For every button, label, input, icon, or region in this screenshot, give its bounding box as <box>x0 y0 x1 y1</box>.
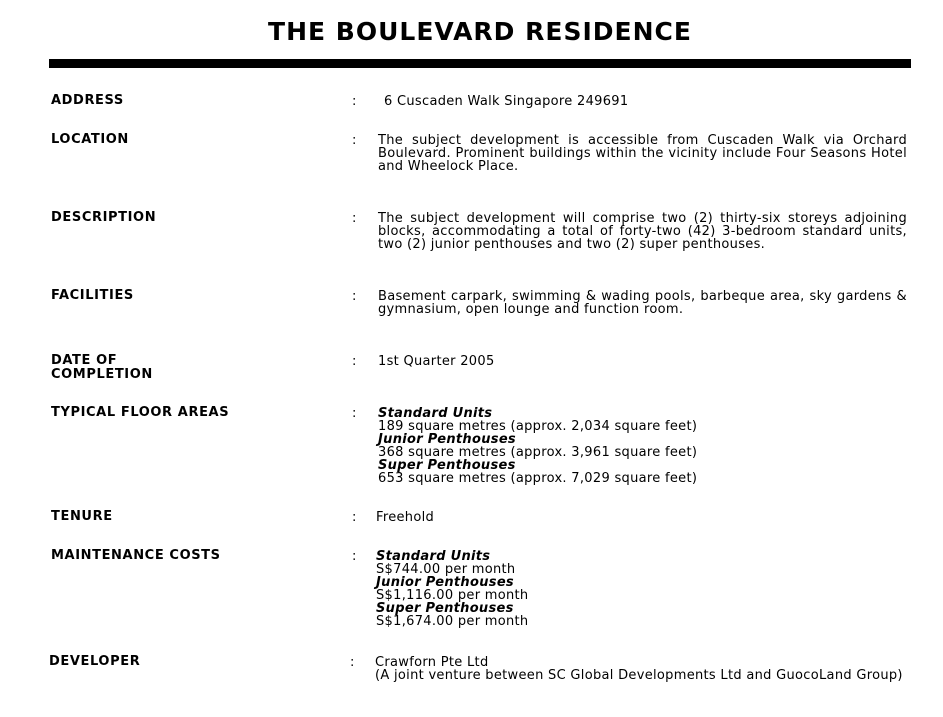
developer-label: DEVELOPER <box>49 654 141 669</box>
facilities-colon: : <box>352 289 357 304</box>
developer-colon: : <box>350 655 355 670</box>
maintenance-junior-value: S$1,116.00 per month <box>376 588 529 603</box>
facilities-label: FACILITIES <box>51 288 134 303</box>
tenure-label: TENURE <box>51 509 113 524</box>
developer-name: Crawforn Pte Ltd <box>375 655 489 670</box>
description-colon: : <box>352 211 357 226</box>
floor-areas-colon: : <box>352 406 357 421</box>
maintenance-junior-heading: Junior Penthouses <box>376 575 514 590</box>
address-value: 6 Cuscaden Walk Singapore 249691 <box>384 94 629 109</box>
maintenance-label: MAINTENANCE COSTS <box>51 548 221 563</box>
floor-areas-value <box>378 407 907 485</box>
location-label: LOCATION <box>51 132 129 147</box>
floor-areas-standard-heading: Standard Units <box>378 406 493 421</box>
floor-areas-standard-value: 189 square metres (approx. 2,034 square feet) <box>378 419 698 434</box>
maintenance-colon: : <box>352 549 357 564</box>
address-colon: : <box>352 94 357 109</box>
floor-areas-junior-heading: Junior Penthouses <box>378 432 516 447</box>
completion-label-line2: COMPLETION <box>51 367 153 382</box>
floor-areas-label: TYPICAL FLOOR AREAS <box>51 405 230 420</box>
floor-areas-super-heading: Super Penthouses <box>378 458 516 473</box>
tenure-colon: : <box>352 510 357 525</box>
maintenance-value <box>376 550 905 628</box>
location-colon: : <box>352 133 357 148</box>
completion-label <box>51 354 153 382</box>
description-label: DESCRIPTION <box>51 210 157 225</box>
address-label: ADDRESS <box>51 93 124 108</box>
developer-note: (A joint venture between SC Global Developments Ltd and GuocoLand Group) <box>375 668 903 684</box>
completion-label-line1: DATE OF <box>51 353 118 368</box>
maintenance-super-heading: Super Penthouses <box>376 601 514 616</box>
description-value: The subject development will comprise two (2) thirty-six storeys adjoining blocks, accommodating a total of forty-two (42) 3-bedroom standard units, two (2) junior penthouses and two (2) super penthouses. <box>378 211 907 253</box>
title-divider <box>49 59 911 68</box>
document-title: THE BOULEVARD RESIDENCE <box>268 17 692 46</box>
maintenance-standard-heading: Standard Units <box>376 549 491 564</box>
maintenance-super-value: S$1,674.00 per month <box>376 614 529 629</box>
tenure-value: Freehold <box>376 510 435 525</box>
location-value: The subject development is accessible from Cuscaden Walk via Orchard Boulevard. Prominent buildings within the vicinity include Four Seasons Hotel and Wheelock Place. <box>378 133 907 175</box>
floor-areas-super-value: 653 square metres (approx. 7,029 square feet) <box>378 471 698 486</box>
floor-areas-junior-value: 368 square metres (approx. 3,961 square feet) <box>378 445 698 460</box>
facilities-value: Basement carpark, swimming & wading pools, barbeque area, sky gardens & gymnasium, open lounge and function room. <box>378 289 907 318</box>
completion-value: 1st Quarter 2005 <box>378 354 495 369</box>
completion-colon: : <box>352 354 357 369</box>
developer-value <box>375 656 905 682</box>
maintenance-standard-value: S$744.00 per month <box>376 562 516 577</box>
